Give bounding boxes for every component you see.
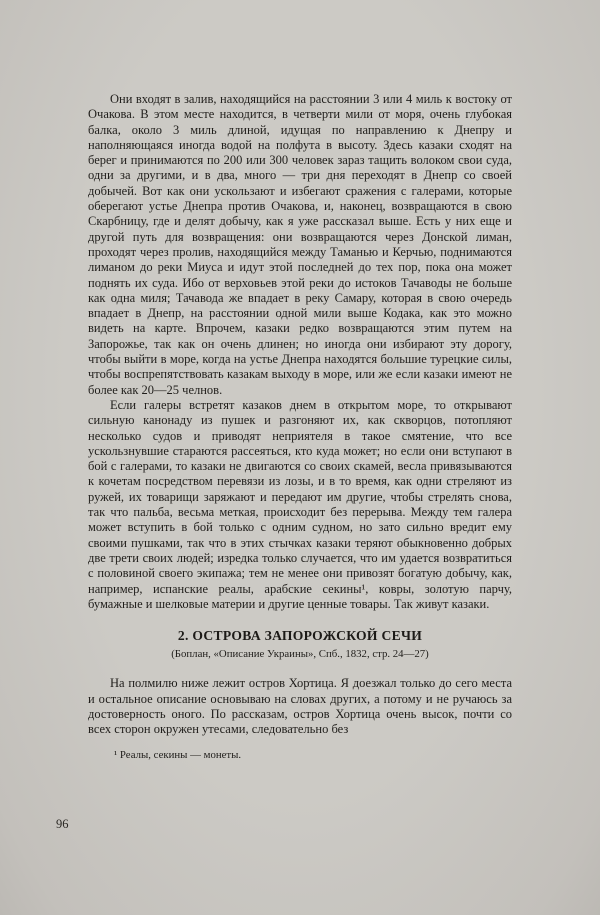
paragraph-2: Если галеры встретят казаков днем в открытом море, то открывают сильную канонаду из пушек и разгоняют их, как скворцов, потопляют несколько судов и приводят неприятеля в такое смятение, что все ускользнувшие стараются рассеяться, кто куда может; но если они вступают в бой с галерами, то казаки не двигаются со своих скамей, весла привязываются к кочетам посредством перевязи из лозы, и в то время, как одни стреляют из ружей, их товарищи заряжают и передают им другие, чтобы стрелять снова, так что пальба, весьма меткая, происходит без перерыва. Между тем галера может вступить в бой только с одним судном, но зато сильно вредит ему своими пушками, так что в этих стычках казаки теряют обыкновенно добрых две трети своих людей; изредка только случается, что им удается возвратиться с половиной своего экипажа; тем не менее они привозят богатую добычу, как, например, испанские реалы, арабские секины¹, ковры, золотую парчу, бумажные и шелковые материи и другие ценные товары. Так живут казаки. (88, 397, 512, 611)
text-block (88, 92, 512, 762)
footnote: ¹ Реалы, секины — монеты. (114, 748, 242, 761)
paragraph-3: На полмилю ниже лежит остров Хортица. Я доезжал только до сего места и остальное описание основываю на словах других, а потому и не ручаюсь за достоверность оного. По рассказам, остров Хортица очень высок, почти со всех сторон окружен утесами, следовательно без (88, 676, 512, 737)
paragraph-1: Они входят в залив, находящийся на расстоянии 3 или 4 миль к востоку от Очакова. В этом месте находится, в четверти мили от моря, очень глубокая балка, около 3 миль длиной, идущая по направлению к Днепру и наполняющаяся иногда водой на полфута в высоту. Здесь казаки сходят на берег и принимаются по 200 или 300 человек зараз тащить волоком свои суда, одни за другими, и в два, много — три дня переходят в Днепр со своей добычей. Вот как они ускользают и избегают сражения с галерами, которые оберегают устье Днепра против Очакова, и, наконец, возвращаются в свою Скарбницу, где и делят добычу, как я уже рассказал выше. Есть у них еще и другой путь для возвращения: они возвращаются через Донской лиман, проходят через пролив, находящийся между Таманью и Керчью, поднимаются лиманом до реки Миуса и идут этой последней до тех пор, пока она может поднять их суда. Ибо от верховьев этой реки до истоков Тачаводы не больше как одна миля; Тачавода же впадает в реку Самару, которая в свою очередь впадает в Днепр, на расстоянии одной мили выше Кодака, как это можно видеть на карте. Впрочем, казаки редко возвращаются этим путем на Запорожье, так как он очень длинен; но иногда они избирают эту дорогу, чтобы выйти в море, когда на устье Днепра находятся большие турецкие силы, чтобы воспрепятствовать казакам выходу в море, или же если казаки имеют не более как 20—25 челнов. (88, 92, 512, 397)
section-heading: 2. ОСТРОВА ЗАПОРОЖСКОЙ СЕЧИ (177, 628, 423, 644)
source-citation: (Боплан, «Описание Украины», Спб., 1832, стр. 24—27) (171, 648, 429, 661)
page-number: 96 (56, 817, 69, 831)
